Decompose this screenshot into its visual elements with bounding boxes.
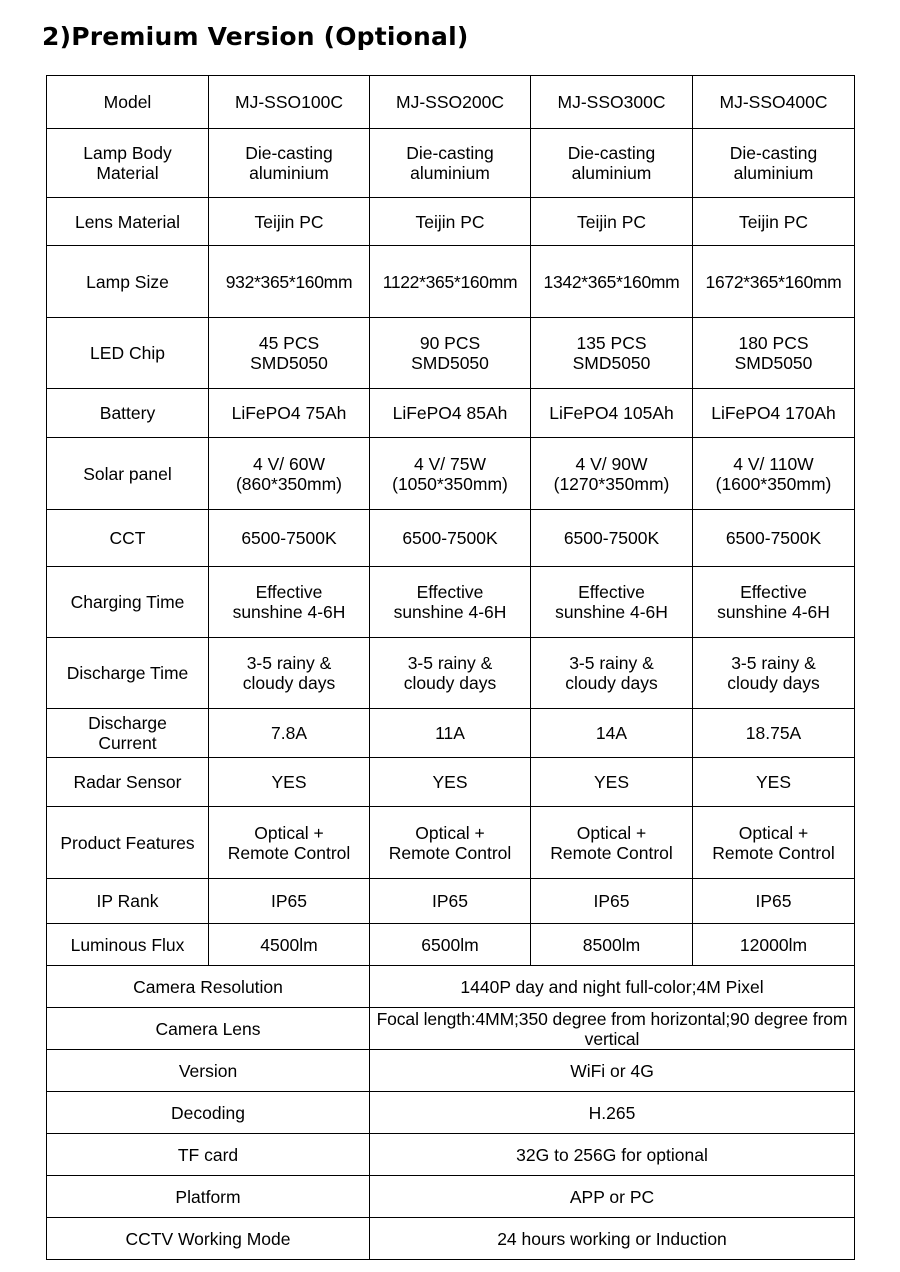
cell: 1440P day and night full-color;4M Pixel xyxy=(370,966,855,1008)
cell: 3-5 rainy & cloudy days xyxy=(531,638,693,709)
row-label: Battery xyxy=(47,389,209,438)
row-label: Radar Sensor xyxy=(47,758,209,807)
row-label: Lamp Size xyxy=(47,246,209,318)
row-label: Discharge Current xyxy=(47,709,209,758)
table-row xyxy=(47,924,855,966)
cell: 11A xyxy=(370,709,531,758)
camera-row xyxy=(47,1176,855,1218)
table-row xyxy=(47,709,855,758)
table-row xyxy=(47,807,855,879)
row-label: Version xyxy=(47,1050,370,1092)
cell: 6500-7500K xyxy=(693,510,855,567)
cell: WiFi or 4G xyxy=(370,1050,855,1092)
cell: 6500-7500K xyxy=(531,510,693,567)
cell: Die-casting aluminium xyxy=(209,129,370,198)
cell: Effective sunshine 4-6H xyxy=(370,567,531,638)
cell: 90 PCS SMD5050 xyxy=(370,318,531,389)
row-label: Camera Resolution xyxy=(47,966,370,1008)
cell: Effective sunshine 4-6H xyxy=(693,567,855,638)
camera-row xyxy=(47,1050,855,1092)
cell: 6500-7500K xyxy=(209,510,370,567)
cell: 32G to 256G for optional xyxy=(370,1134,855,1176)
cell: IP65 xyxy=(209,879,370,924)
table-row-model xyxy=(47,76,855,129)
row-label: Solar panel xyxy=(47,438,209,510)
cell: 4 V/ 75W (1050*350mm) xyxy=(370,438,531,510)
cell: 3-5 rainy & cloudy days xyxy=(693,638,855,709)
cell: 1342*365*160mm xyxy=(531,246,693,318)
row-label: Product Features xyxy=(47,807,209,879)
cell: 7.8A xyxy=(209,709,370,758)
table-row xyxy=(47,246,855,318)
cell: Focal length:4MM;350 degree from horizontal;90 degree from vertical xyxy=(370,1008,855,1050)
camera-row xyxy=(47,1092,855,1134)
row-label: Lens Material xyxy=(47,198,209,246)
cell: Teijin PC xyxy=(209,198,370,246)
table-row xyxy=(47,879,855,924)
cell: 4500lm xyxy=(209,924,370,966)
table-row xyxy=(47,510,855,567)
row-label: Platform xyxy=(47,1176,370,1218)
cell: 1672*365*160mm xyxy=(693,246,855,318)
cell: Die-casting aluminium xyxy=(531,129,693,198)
cell: 6500-7500K xyxy=(370,510,531,567)
cell: LiFePO4 170Ah xyxy=(693,389,855,438)
row-label: Charging Time xyxy=(47,567,209,638)
cell: 45 PCS SMD5050 xyxy=(209,318,370,389)
cell: LiFePO4 85Ah xyxy=(370,389,531,438)
row-label: IP Rank xyxy=(47,879,209,924)
camera-row xyxy=(47,966,855,1008)
cell: 4 V/ 60W (860*350mm) xyxy=(209,438,370,510)
cell: Optical + Remote Control xyxy=(693,807,855,879)
model-name: MJ-SSO100C xyxy=(209,76,370,129)
cell: 18.75A xyxy=(693,709,855,758)
page-title: 2)Premium Version (Optional) xyxy=(42,22,469,51)
model-name: MJ-SSO300C xyxy=(531,76,693,129)
cell: APP or PC xyxy=(370,1176,855,1218)
table-row xyxy=(47,638,855,709)
cell: 3-5 rainy & cloudy days xyxy=(209,638,370,709)
row-label: Luminous Flux xyxy=(47,924,209,966)
cell: YES xyxy=(209,758,370,807)
cell: 4 V/ 90W (1270*350mm) xyxy=(531,438,693,510)
cell: IP65 xyxy=(370,879,531,924)
cell: Die-casting aluminium xyxy=(693,129,855,198)
cell: 180 PCS SMD5050 xyxy=(693,318,855,389)
cell: 24 hours working or Induction xyxy=(370,1218,855,1260)
cell: IP65 xyxy=(531,879,693,924)
camera-row xyxy=(47,1134,855,1176)
cell: Effective sunshine 4-6H xyxy=(209,567,370,638)
cell: YES xyxy=(531,758,693,807)
spec-table xyxy=(46,75,855,1260)
table-row xyxy=(47,389,855,438)
cell: Optical + Remote Control xyxy=(209,807,370,879)
row-label: CCT xyxy=(47,510,209,567)
cell: H.265 xyxy=(370,1092,855,1134)
cell: Teijin PC xyxy=(693,198,855,246)
cell: Teijin PC xyxy=(531,198,693,246)
cell: Effective sunshine 4-6H xyxy=(531,567,693,638)
table-row xyxy=(47,129,855,198)
cell: Die-casting aluminium xyxy=(370,129,531,198)
table-row xyxy=(47,318,855,389)
cell: 12000lm xyxy=(693,924,855,966)
model-name: MJ-SSO200C xyxy=(370,76,531,129)
cell: 4 V/ 110W (1600*350mm) xyxy=(693,438,855,510)
table-row xyxy=(47,758,855,807)
table-row xyxy=(47,438,855,510)
row-label: CCTV Working Mode xyxy=(47,1218,370,1260)
row-label: Lamp Body Material xyxy=(47,129,209,198)
cell: YES xyxy=(370,758,531,807)
cell: IP65 xyxy=(693,879,855,924)
table-row xyxy=(47,567,855,638)
table-row xyxy=(47,198,855,246)
cell: 932*365*160mm xyxy=(209,246,370,318)
camera-row xyxy=(47,1218,855,1260)
row-label: Decoding xyxy=(47,1092,370,1134)
cell: Teijin PC xyxy=(370,198,531,246)
cell: 14A xyxy=(531,709,693,758)
cell: LiFePO4 75Ah xyxy=(209,389,370,438)
cell: 135 PCS SMD5050 xyxy=(531,318,693,389)
camera-row xyxy=(47,1008,855,1050)
row-label: Camera Lens xyxy=(47,1008,370,1050)
cell: Optical + Remote Control xyxy=(531,807,693,879)
row-label: TF card xyxy=(47,1134,370,1176)
cell: 8500lm xyxy=(531,924,693,966)
model-header: Model xyxy=(47,76,209,129)
model-name: MJ-SSO400C xyxy=(693,76,855,129)
cell: 3-5 rainy & cloudy days xyxy=(370,638,531,709)
row-label: LED Chip xyxy=(47,318,209,389)
cell: 1122*365*160mm xyxy=(370,246,531,318)
cell: Optical + Remote Control xyxy=(370,807,531,879)
row-label: Discharge Time xyxy=(47,638,209,709)
cell: 6500lm xyxy=(370,924,531,966)
cell: YES xyxy=(693,758,855,807)
cell: LiFePO4 105Ah xyxy=(531,389,693,438)
